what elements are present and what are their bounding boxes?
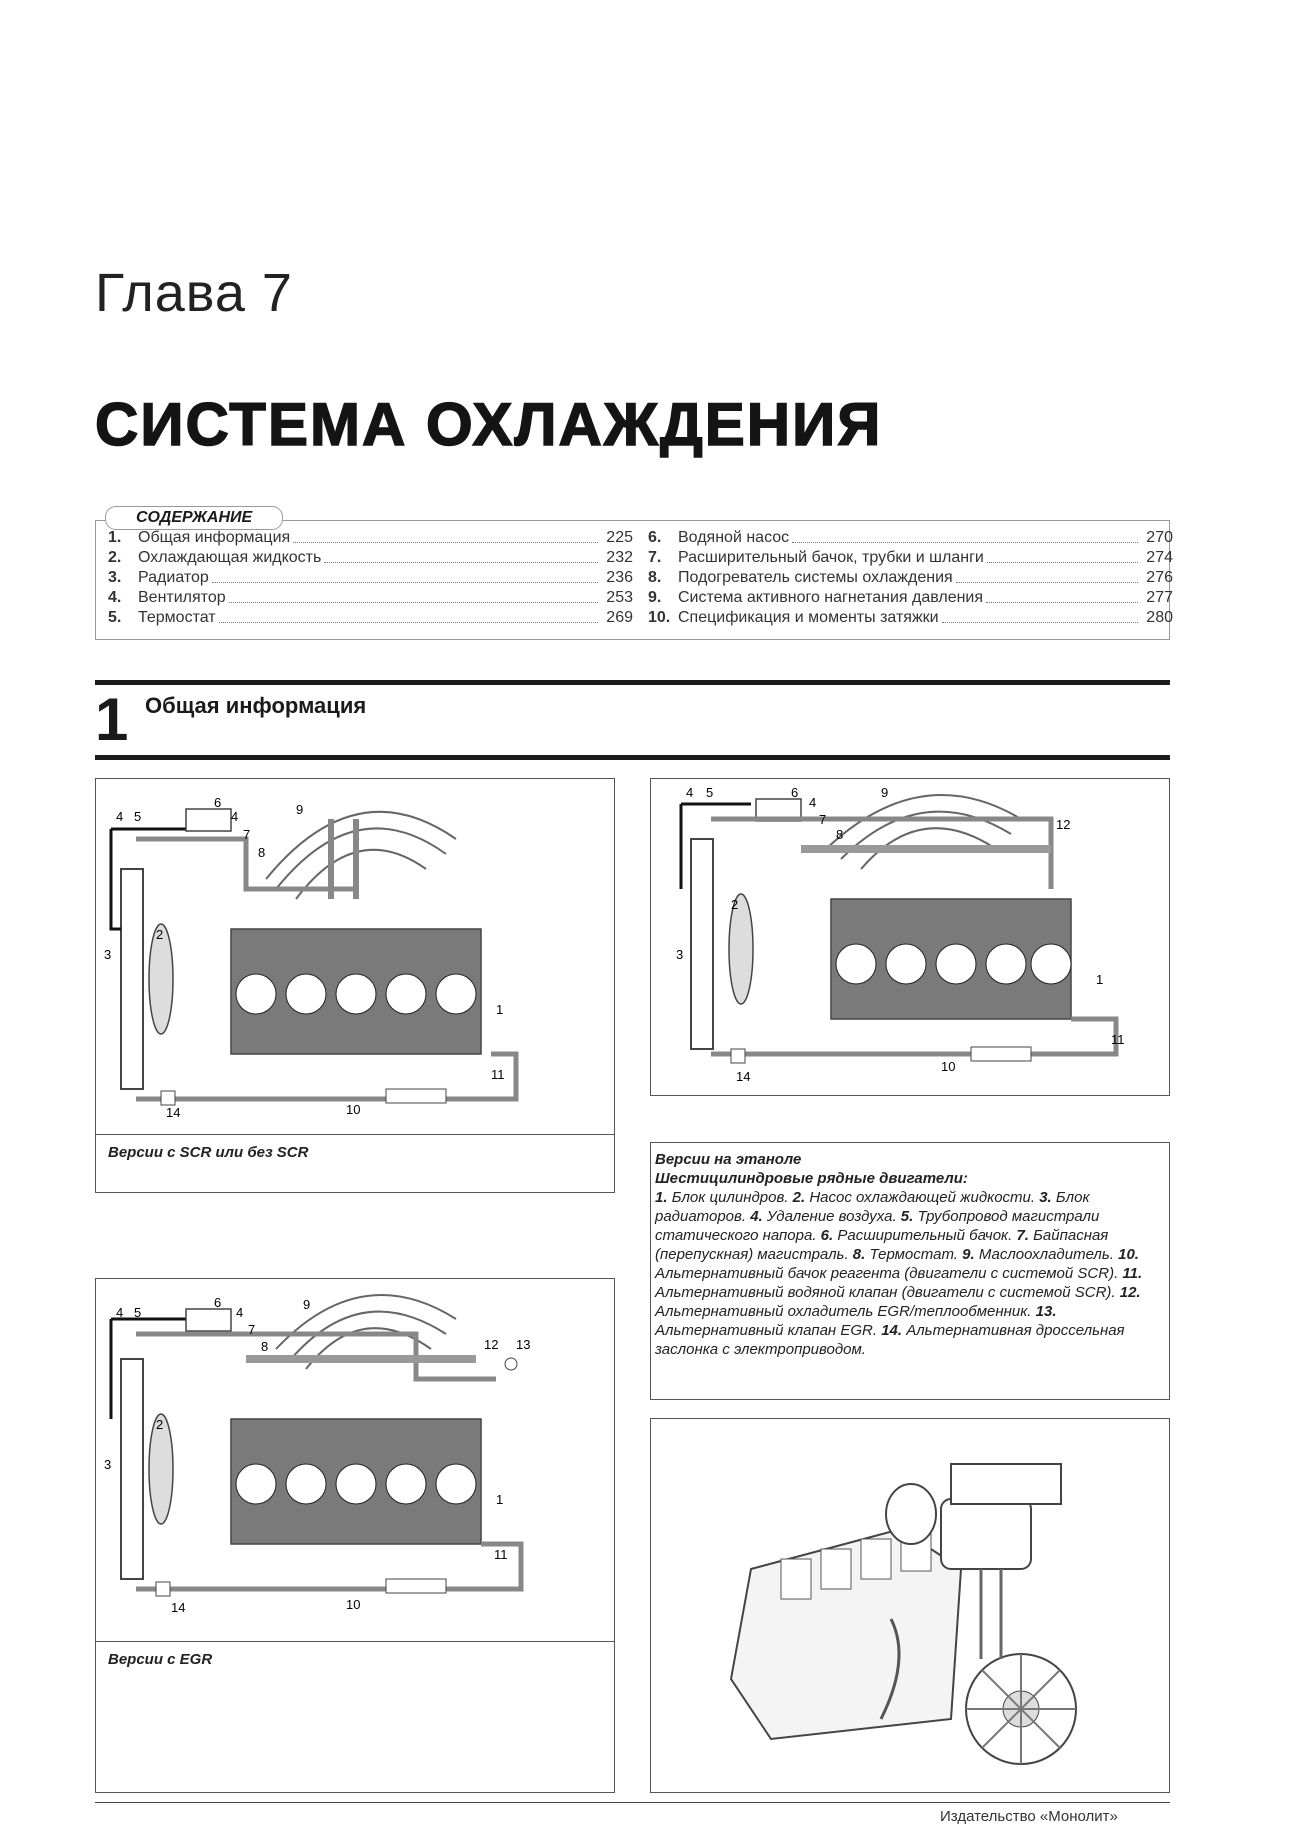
- diagram-label: 10: [346, 1597, 361, 1612]
- diagram-label: 12: [484, 1337, 499, 1352]
- toc-item[interactable]: 4. Вентилятор 253: [108, 589, 633, 606]
- diagram-label: 14: [171, 1600, 186, 1615]
- diagram-label: 2: [156, 927, 164, 942]
- page-title: СИСТЕМА ОХЛАЖДЕНИЯ: [95, 391, 883, 458]
- engine-illustration: [651, 1419, 1168, 1791]
- toc-item[interactable]: 10. Спецификация и моменты затяжки 280: [648, 609, 1173, 626]
- section-rule-bottom: [95, 755, 1170, 760]
- diagram-label: 4: [231, 809, 239, 824]
- figure-legend: [655, 1150, 1170, 1359]
- diagram-label: 5: [706, 785, 714, 800]
- diagram-label: 7: [819, 812, 827, 827]
- diagram-label: 4: [236, 1305, 244, 1320]
- diagram-label: 9: [303, 1297, 311, 1312]
- toc-item[interactable]: 5. Термостат 269: [108, 609, 633, 626]
- figure-panel-engine: [650, 1418, 1170, 1793]
- diagram-label: 2: [156, 1417, 164, 1432]
- diagram-label: 1: [1096, 972, 1104, 987]
- diagram-label: 4: [809, 795, 817, 810]
- diagram-label: 7: [243, 827, 251, 842]
- cooling-diagram-egr: [96, 1279, 613, 1624]
- legend-items: 1. Блок цилиндров. 2. Насос охлаждающей жидкости. 3. Блок радиаторов. 4. Удаление воздуха. 5. Трубопровод магистрали статического напора. 6. Расширительный бачок. 7. Байпасная (перепускная) магистраль. 8. Термостат. 9. Маслоохладитель. 10. Альтернативный бачок реагента (двигатели с системой SCR). 11. Альтернативный водяной клапан (двигатели с системой SCR). 12. Альтернативный охладитель EGR/теплообменник. 13. Альтернативный клапан EGR. 14. Альтернативная дроссельная заслонка с электроприводом.: [655, 1189, 1143, 1358]
- diagram-label: 8: [261, 1339, 269, 1354]
- diagram-label: 11: [494, 1547, 508, 1562]
- diagram-label: 11: [491, 1067, 505, 1082]
- diagram-label: 4: [116, 809, 124, 824]
- legend-heading: Версии на этаноле: [655, 1151, 802, 1168]
- section-rule-top: [95, 680, 1170, 685]
- diagram-label: 10: [346, 1102, 361, 1117]
- diagram-label: 6: [791, 785, 799, 800]
- toc-item[interactable]: 8. Подогреватель системы охлаждения 276: [648, 569, 1173, 586]
- figure-panel-egr: [95, 1278, 615, 1793]
- diagram-label: 4: [116, 1305, 124, 1320]
- toc-item[interactable]: 2. Охлаждающая жидкость 232: [108, 549, 633, 566]
- diagram-label: 8: [258, 845, 266, 860]
- diagram-label: 11: [1111, 1032, 1125, 1047]
- diagram-label: 9: [881, 785, 889, 800]
- diagram-label: 1: [496, 1002, 504, 1017]
- diagram-label: 4: [686, 785, 694, 800]
- toc-right-column: [648, 528, 1173, 628]
- toc-left-column: [108, 528, 633, 628]
- diagram-label: 14: [166, 1105, 181, 1119]
- legend-subheading: Шестицилиндровые рядные двигатели:: [655, 1170, 968, 1187]
- diagram-label: 3: [104, 947, 112, 962]
- footer-rule: [95, 1802, 1170, 1803]
- chapter-heading: Глава 7: [95, 263, 293, 323]
- diagram-label: 10: [941, 1059, 956, 1074]
- diagram-label: 14: [736, 1069, 751, 1084]
- toc-item[interactable]: 6. Водяной насос 270: [648, 529, 1173, 546]
- figure-caption-egr: Версии с EGR: [108, 1651, 213, 1668]
- publisher-name: Издательство «Монолит»: [940, 1808, 1118, 1825]
- toc-item[interactable]: 9. Система активного нагнетания давления 277: [648, 589, 1173, 606]
- toc-item[interactable]: 7. Расширительный бачок, трубки и шланги 274: [648, 549, 1173, 566]
- diagram-label: 6: [214, 1295, 222, 1310]
- cooling-diagram-ethanol: [651, 779, 1168, 1094]
- diagram-label: 5: [134, 1305, 142, 1320]
- diagram-label: 12: [1056, 817, 1071, 832]
- toc-heading: СОДЕРЖАНИЕ: [105, 506, 283, 530]
- figure-panel-scr: [95, 778, 615, 1193]
- diagram-label: 8: [836, 827, 844, 842]
- diagram-label: 7: [248, 1322, 256, 1337]
- diagram-label: 3: [104, 1457, 112, 1472]
- cooling-diagram-scr: [96, 779, 613, 1119]
- diagram-label: 6: [214, 795, 222, 810]
- toc-item[interactable]: 3. Радиатор 236: [108, 569, 633, 586]
- diagram-label: 13: [516, 1337, 531, 1352]
- diagram-label: 5: [134, 809, 142, 824]
- diagram-label: 2: [731, 897, 739, 912]
- diagram-label: 3: [676, 947, 684, 962]
- figure-caption-scr: Версии с SCR или без SCR: [108, 1144, 309, 1161]
- diagram-label: 9: [296, 802, 304, 817]
- figure-panel-ethanol: [650, 778, 1170, 1096]
- section-title: Общая информация: [145, 693, 367, 718]
- toc-item[interactable]: 1. Общая информация 225: [108, 529, 633, 546]
- diagram-label: 1: [496, 1492, 504, 1507]
- section-number: 1: [95, 686, 129, 753]
